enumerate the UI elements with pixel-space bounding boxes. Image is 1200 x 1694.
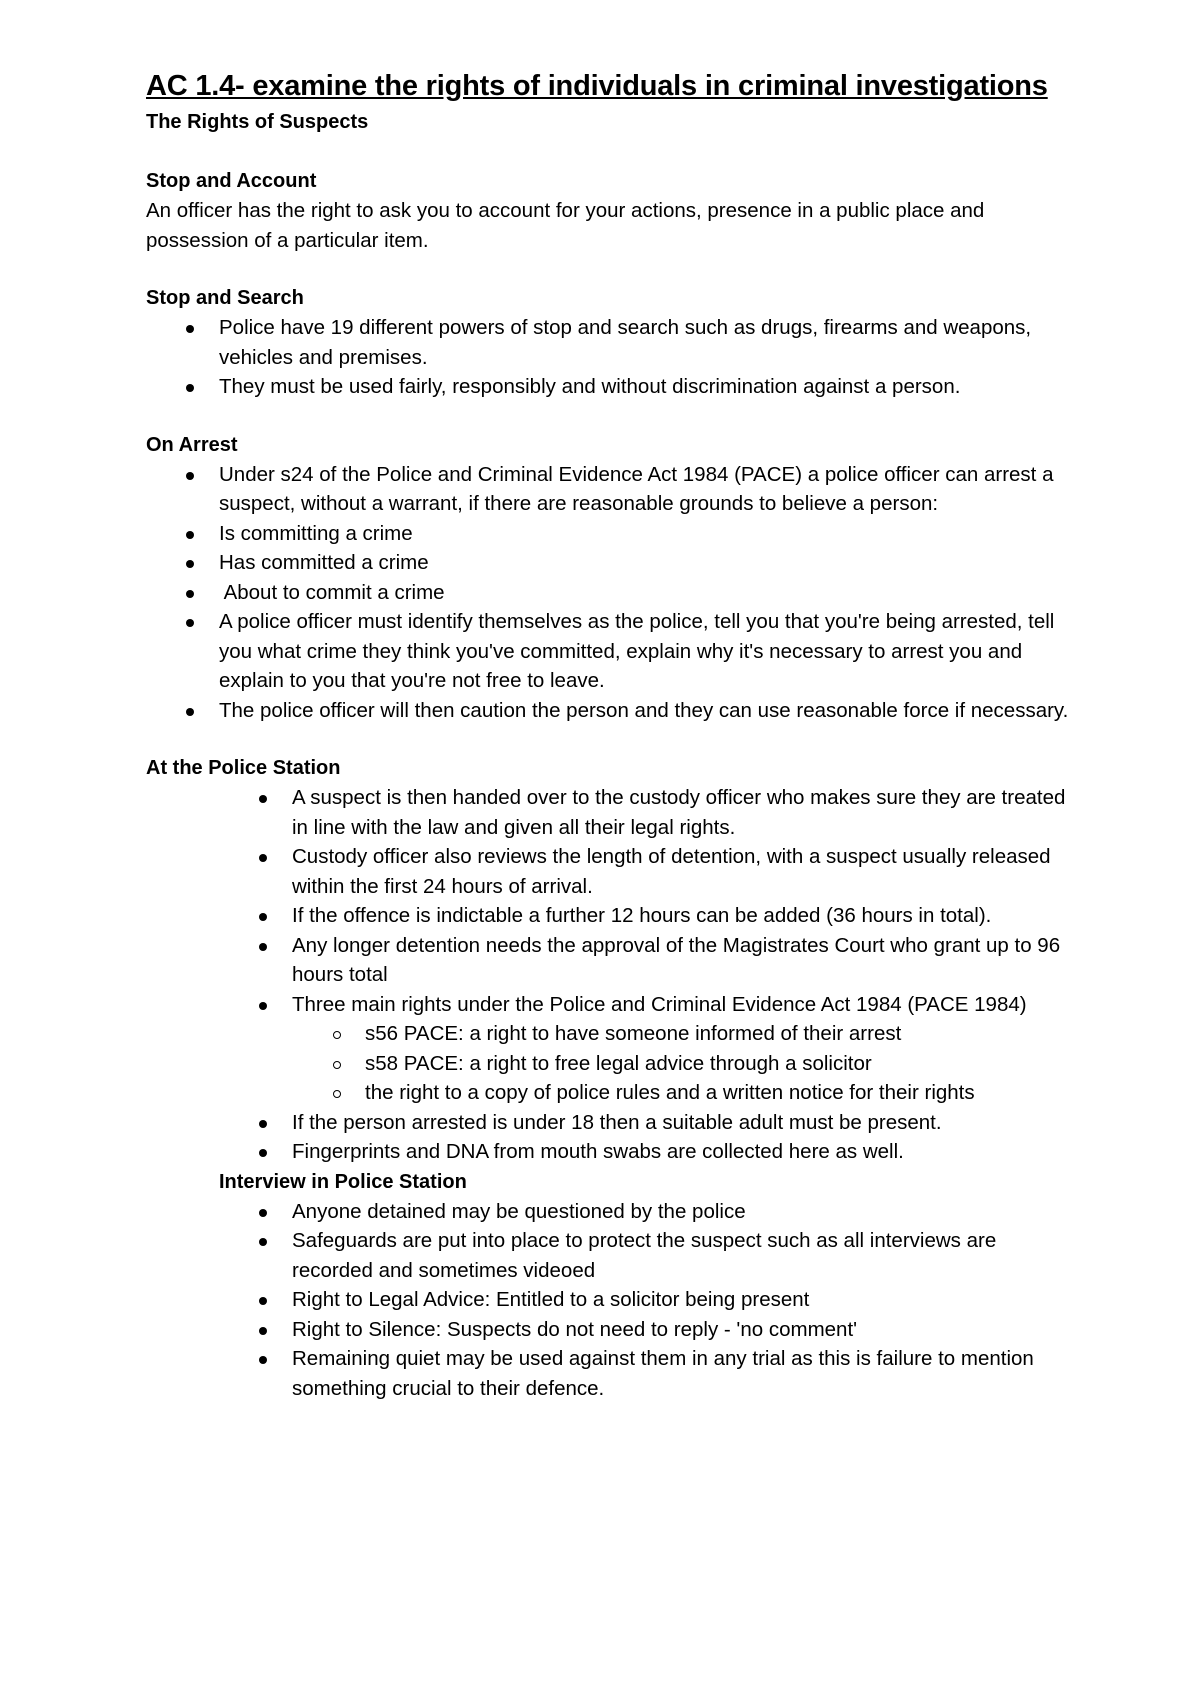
list-item: Right to Legal Advice: Entitled to a solicitor being present [146, 1285, 1076, 1315]
list-item: Anyone detained may be questioned by the police [146, 1197, 1076, 1227]
on-arrest-list [146, 460, 1076, 726]
sub-list-item: s58 PACE: a right to free legal advice through a solicitor [146, 1049, 1076, 1079]
list-item: Police have 19 different powers of stop and search such as drugs, firearms and weapons, vehicles and premises. [146, 313, 1076, 372]
list-item: Custody officer also reviews the length of detention, with a suspect usually released within the first 24 hours of arrival. [146, 842, 1076, 901]
list-item: A police officer must identify themselves as the police, tell you that you're being arrested, tell you what crime they think you've committed, explain why it's necessary to arrest you and explain to you that you're not free to leave. [146, 607, 1076, 696]
heading-at-the-police-station: At the Police Station [146, 757, 341, 779]
list-item: Three main rights under the Police and Criminal Evidence Act 1984 (PACE 1984) [146, 990, 1076, 1020]
heading-stop-and-account: Stop and Account [146, 170, 317, 192]
stop-and-search-list [146, 313, 1076, 402]
list-item: Remaining quiet may be used against them in any trial as this is failure to mention something crucial to their defence. [146, 1344, 1076, 1403]
heading-on-arrest: On Arrest [146, 433, 238, 456]
document-body [146, 66, 1076, 1403]
list-item: The police officer will then caution the person and they can use reasonable force if necessary. [146, 696, 1076, 726]
pace-rights-sublist [146, 1019, 1076, 1108]
list-item: Any longer detention needs the approval of the Magistrates Court who grant up to 96 hours total [146, 931, 1076, 990]
list-item: Is committing a crime [146, 519, 1076, 549]
heading-stop-and-search: Stop and Search [146, 287, 304, 309]
list-item: Under s24 of the Police and Criminal Evidence Act 1984 (PACE) a police officer can arrest a suspect, without a warrant, if there are reasonable grounds to believe a person: [146, 460, 1076, 519]
list-item: They must be used fairly, responsibly and without discrimination against a person. [146, 372, 1076, 402]
list-item: Safeguards are put into place to protect the suspect such as all interviews are recorded and sometimes videoed [146, 1226, 1076, 1285]
stop-and-account-text: An officer has the right to ask you to account for your actions, presence in a public place and possession of a particular item. [146, 199, 985, 252]
sub-list-item: s56 PACE: a right to have someone informed of their arrest [146, 1019, 1076, 1049]
section-subtitle: The Rights of Suspects [146, 111, 369, 133]
list-item: Has committed a crime [146, 548, 1076, 578]
list-item: Fingerprints and DNA from mouth swabs are collected here as well. [146, 1137, 1076, 1167]
list-item: About to commit a crime [146, 578, 1076, 608]
page-title: AC 1.4- examine the rights of individuals in criminal investigations [146, 70, 1048, 102]
sub-list-item: the right to a copy of police rules and a written notice for their rights [146, 1078, 1076, 1108]
list-item: If the offence is indictable a further 12 hours can be added (36 hours in total). [146, 901, 1076, 931]
list-item: A suspect is then handed over to the custody officer who makes sure they are treated in line with the law and given all their legal rights. [146, 783, 1076, 842]
list-item: Right to Silence: Suspects do not need to reply - 'no comment' [146, 1315, 1076, 1345]
police-station-list [146, 783, 1076, 1019]
interview-list [146, 1197, 1076, 1404]
heading-interview-in-police-station: Interview in Police Station [219, 1170, 467, 1193]
list-item: If the person arrested is under 18 then a suitable adult must be present. [146, 1108, 1076, 1138]
police-station-list-continued [146, 1108, 1076, 1167]
